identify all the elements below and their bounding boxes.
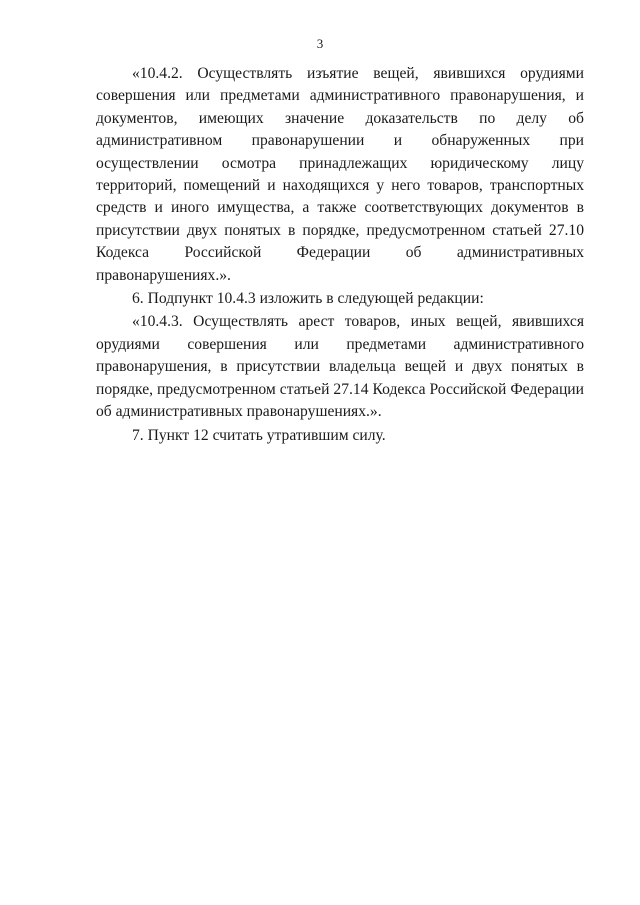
paragraph-item-6: 6. Подпункт 10.4.3 изложить в следующей редакции: [132, 290, 484, 308]
document-body [96, 63, 584, 447]
paragraph-10-4-2: «10.4.2. Осуществлять изъятие вещей, явившихся орудиями совершения или предметами административного правонарушения, и документов, имеющих значение доказательств по делу об административном правонарушении и обнаруженных при осуществлении осмотра принадлежащих юридическому лицу территорий, помещений и находящихся у него товаров, транспортных средств и иного имущества, а также соответствующих документов в присутствии двух понятых в порядке, предусмотренном статьей 27.10 Кодекса Российской Федерации об административных правонарушениях.». [96, 65, 584, 284]
paragraph-10-4-3: «10.4.3. Осуществлять арест товаров, иных вещей, явившихся орудиями совершения или предметами административного правонарушения, в присутствии владельца вещей и двух понятых в порядке, предусмотренном статьей 27.14 Кодекса Российской Федерации об административных правонарушениях.». [96, 313, 584, 421]
paragraph-item-7: 7. Пункт 12 считать утратившим силу. [132, 426, 386, 444]
page-number: 3 [316, 36, 324, 51]
